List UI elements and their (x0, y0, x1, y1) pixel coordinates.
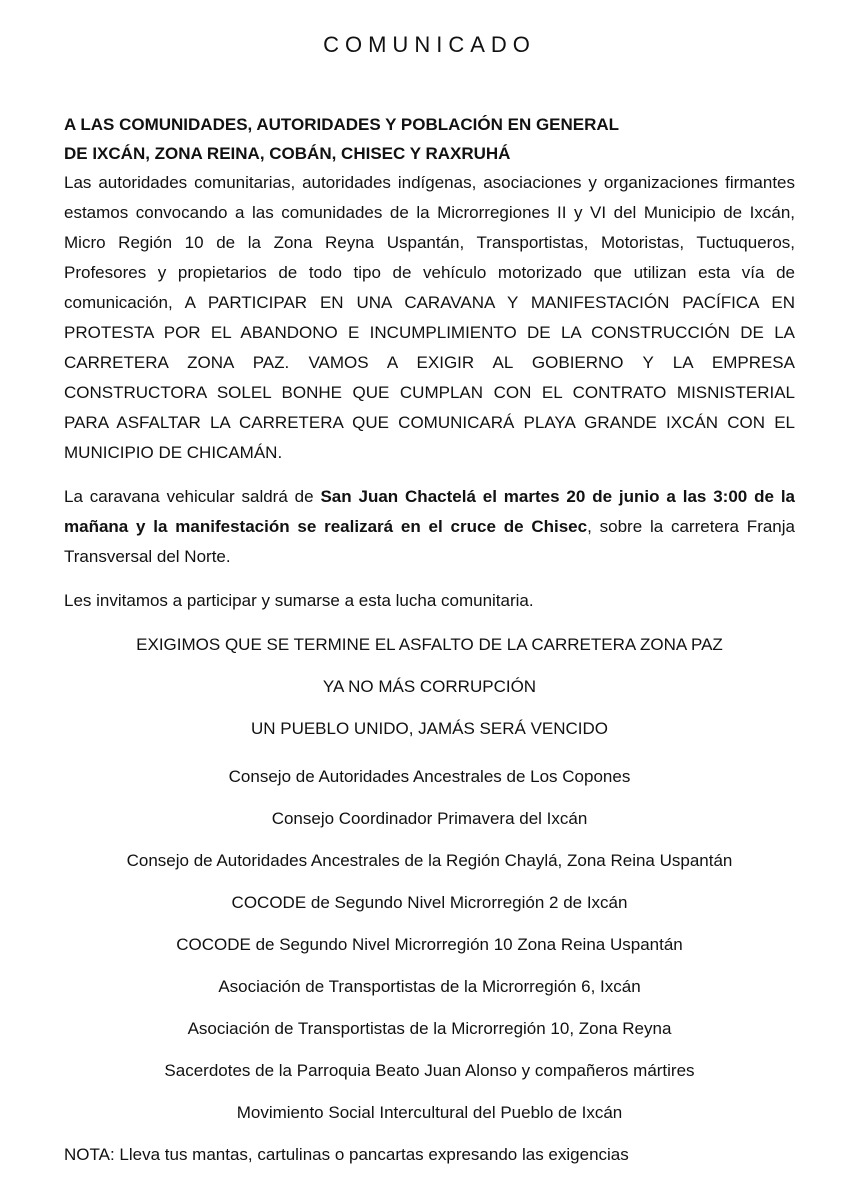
intro-paragraph: Las autoridades comunitarias, autoridades indígenas, asociaciones y organizaciones firmantes estamos convocando a las comunidades de la Microrregiones II y VI del Municipio de Ixcán, Micro Región 10 de la Zona Reyna Uspantán, Transportistas, Motoristas, Tuctuqueros, Profesores y propietarios de todo tipo de vehículo motorizado que utilizan esta vía de comunicación, A PARTICIPAR EN UNA CARAVANA Y MANIFESTACIÓN PACÍFICA EN PROTESTA POR EL ABANDONO E INCUMPLIMIENTO DE LA CONSTRUCCIÓN DE LA CARRETERA ZONA PAZ. VAMOS A EXIGIR AL GOBIERNO Y LA EMPRESA CONSTRUCTORA SOLEL BONHE QUE CUMPLAN CON EL CONTRATO MISNISTERIAL PARA ASFALTAR LA CARRETERA QUE COMUNICARÁ PLAYA GRANDE IXCÁN CON EL MUNICIPIO DE CHICAMÁN. (64, 173, 795, 462)
organization-name: Consejo de Autoridades Ancestrales de Los Copones (228, 767, 631, 786)
document-title: COMUNICADO (323, 32, 536, 57)
heading-line: A LAS COMUNIDADES, AUTORIDADES Y POBLACIÓN EN GENERAL (64, 115, 620, 134)
organization-name: COCODE de Segundo Nivel Microrregión 10 Zona Reina Uspantán (176, 935, 683, 954)
organization-name: Consejo de Autoridades Ancestrales de la Región Chaylá, Zona Reina Uspantán (126, 851, 733, 870)
organization-name: COCODE de Segundo Nivel Microrregión 2 de Ixcán (231, 893, 628, 912)
note-text: NOTA: Lleva tus mantas, cartulinas o pancartas expresando las exigencias (64, 1145, 629, 1164)
organization-name: Consejo Coordinador Primavera del Ixcán (271, 809, 588, 828)
caravan-paragraph (64, 482, 795, 572)
caravan-text-start: La caravana vehicular saldrá de (64, 487, 321, 506)
heading-block (64, 110, 795, 168)
slogan: UN PUEBLO UNIDO, JAMÁS SERÁ VENCIDO (250, 719, 609, 738)
organization-name: Movimiento Social Intercultural del Pueblo de Ixcán (236, 1103, 623, 1122)
caravan-text-bold: San Juan Chactelá el martes 20 de junio a las 3:00 de la mañana y la manifestación se realizará en el cruce de Chisec (64, 487, 795, 536)
invitation-paragraph: Les invitamos a participar y sumarse a esta lucha comunitaria. (64, 591, 534, 610)
slogan: YA NO MÁS CORRUPCIÓN (322, 677, 537, 696)
signatory-organizations (64, 766, 795, 1124)
organization-name: Asociación de Transportistas de la Microrregión 10, Zona Reyna (187, 1019, 672, 1038)
slogans-block (64, 634, 795, 740)
caravan-text-end: , sobre la carretera Franja Transversal del Norte. (64, 517, 795, 566)
organization-name: Sacerdotes de la Parroquia Beato Juan Alonso y compañeros mártires (164, 1061, 695, 1080)
heading-line: DE IXCÁN, ZONA REINA, COBÁN, CHISEC Y RAXRUHÁ (64, 144, 511, 163)
organization-name: Asociación de Transportistas de la Microrregión 6, Ixcán (218, 977, 641, 996)
slogan: EXIGIMOS QUE SE TERMINE EL ASFALTO DE LA CARRETERA ZONA PAZ (136, 635, 723, 654)
